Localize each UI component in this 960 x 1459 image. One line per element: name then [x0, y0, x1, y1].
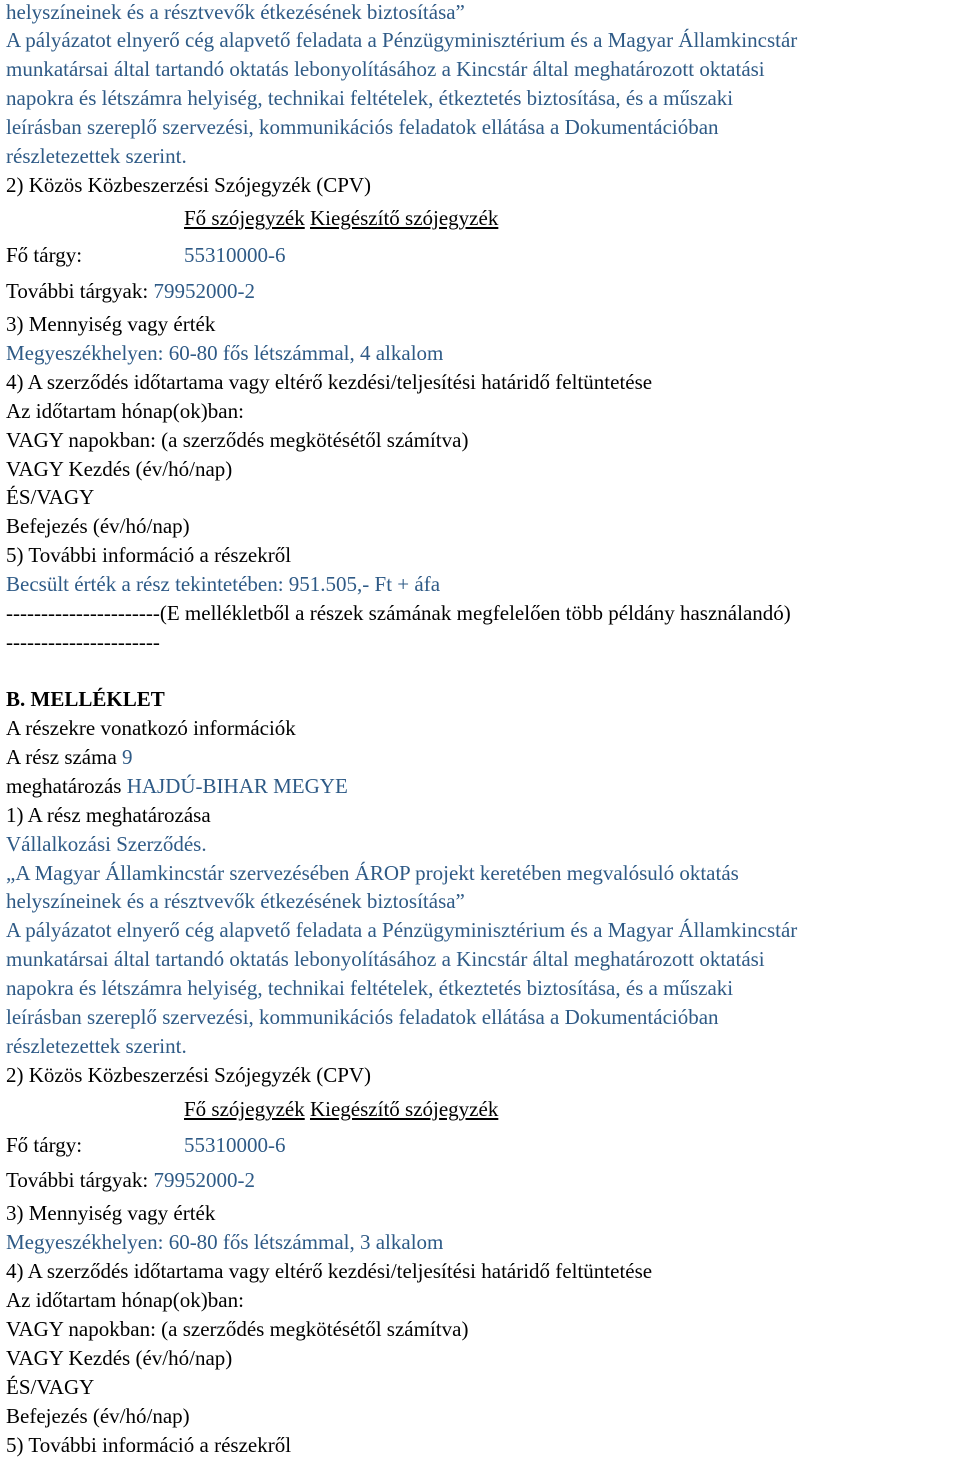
main-subject-label: Fő tárgy:	[6, 243, 83, 267]
part-number-value: 9	[122, 745, 133, 769]
description-line: „A Magyar Államkincstár szervezésében ÁROP projekt keretében megvalósuló oktatás	[6, 861, 739, 885]
quantity-heading: 3) Mennyiség vagy érték	[6, 312, 216, 336]
other-subjects-code: 79952000-2	[153, 279, 255, 303]
duration-heading: 4) A szerződés időtartama vagy eltérő kezdési/teljesítési határidő feltüntetése	[6, 1259, 653, 1283]
end-date: Befejezés (év/hó/nap)	[6, 1404, 190, 1428]
definition-label: meghatározás	[6, 774, 122, 798]
description-line: napokra és létszámra helyiség, technikai feltételek, étkeztetés biztosítása, és a műszaki	[6, 976, 734, 1000]
quantity-value: Megyeszékhelyen: 60-80 fős létszámmal, 3 alkalom	[6, 1230, 444, 1254]
quantity-heading: 3) Mennyiség vagy érték	[6, 1201, 216, 1225]
duration-days: VAGY napokban: (a szerződés megkötésétől számítva)	[6, 428, 469, 452]
description-line: helyszíneinek és a résztvevők étkezésének biztosítása”	[6, 889, 465, 913]
other-subjects-label: További tárgyak:	[6, 1168, 149, 1192]
end-date: Befejezés (év/hó/nap)	[6, 514, 190, 538]
cpv-main-column-header: Fő szójegyzék	[184, 1097, 305, 1121]
part-number-label: A rész száma	[6, 745, 117, 769]
main-subject-label: Fő tárgy:	[6, 1133, 83, 1157]
cpv-columns	[184, 205, 498, 231]
cpv-supplementary-column-header: Kiegészítő szójegyzék	[309, 206, 499, 230]
description-line: leírásban szereplő szervezési, kommunikációs feladatok ellátása a Dokumentációban	[6, 1005, 719, 1029]
main-subject-code: 55310000-6	[184, 243, 286, 267]
cpv-supplementary-column-header: Kiegészítő szójegyzék	[309, 1097, 499, 1121]
duration-heading: 4) A szerződés időtartama vagy eltérő kezdési/teljesítési határidő feltüntetése	[6, 370, 653, 394]
description-line: munkatársai által tartandó oktatás lebonyolításához a Kincstár által meghatározott oktatási	[6, 947, 765, 971]
separator-line: ----------------------(E mellékletből a részek számának megfelelően több példány használandó)	[6, 601, 791, 625]
description-line: leírásban szereplő szervezési, kommunikációs feladatok ellátása a Dokumentációban	[6, 115, 719, 139]
duration-months: Az időtartam hónap(ok)ban:	[6, 399, 244, 423]
quantity-value: Megyeszékhelyen: 60-80 fős létszámmal, 4 alkalom	[6, 341, 444, 365]
description-line: munkatársai által tartandó oktatás lebonyolításához a Kincstár által meghatározott oktatási	[6, 57, 765, 81]
start-date: VAGY Kezdés (év/hó/nap)	[6, 1346, 233, 1370]
other-subjects-code: 79952000-2	[153, 1168, 255, 1192]
description-line: A pályázatot elnyerő cég alapvető feladata a Pénzügyminisztérium és a Magyar Államkincstár	[6, 918, 798, 942]
part-number-row	[6, 744, 133, 770]
description-line: helyszíneinek és a résztvevők étkezésének biztosítása”	[6, 0, 465, 24]
contract-type: Vállalkozási Szerződés.	[6, 832, 207, 856]
cpv-columns	[184, 1096, 498, 1122]
main-subject-code: 55310000-6	[184, 1133, 286, 1157]
cpv-heading: 2) Közös Közbeszerzési Szójegyzék (CPV)	[6, 173, 372, 197]
other-subjects-row	[6, 1167, 255, 1193]
annex-subtitle: A részekre vonatkozó információk	[6, 716, 296, 740]
other-subjects-label: További tárgyak:	[6, 279, 149, 303]
and-or: ÉS/VAGY	[6, 1375, 95, 1399]
cpv-main-column-header: Fő szójegyzék	[184, 206, 305, 230]
duration-months: Az időtartam hónap(ok)ban:	[6, 1288, 244, 1312]
other-subjects-row	[6, 278, 255, 304]
description-line: A pályázatot elnyerő cég alapvető feladata a Pénzügyminisztérium és a Magyar Államkincstár	[6, 28, 798, 52]
cpv-heading: 2) Közös Közbeszerzési Szójegyzék (CPV)	[6, 1063, 372, 1087]
estimated-value: Becsült érték a rész tekintetében: 951.505,- Ft + áfa	[6, 572, 441, 596]
description-line: részletezettek szerint.	[6, 1034, 187, 1058]
annex-title: B. MELLÉKLET	[6, 687, 165, 711]
duration-days: VAGY napokban: (a szerződés megkötésétől számítva)	[6, 1317, 469, 1341]
definition-value: HAJDÚ-BIHAR MEGYE	[126, 774, 348, 798]
extra-info-heading: 5) További információ a részekről	[6, 1433, 292, 1457]
extra-info-heading: 5) További információ a részekről	[6, 543, 292, 567]
separator-tail: ----------------------	[6, 630, 160, 654]
description-line: napokra és létszámra helyiség, technikai feltételek, étkeztetés biztosítása, és a műszaki	[6, 86, 734, 110]
definition-heading: 1) A rész meghatározása	[6, 803, 211, 827]
description-line: részletezettek szerint.	[6, 144, 187, 168]
and-or: ÉS/VAGY	[6, 485, 95, 509]
definition-row	[6, 773, 348, 799]
start-date: VAGY Kezdés (év/hó/nap)	[6, 457, 233, 481]
